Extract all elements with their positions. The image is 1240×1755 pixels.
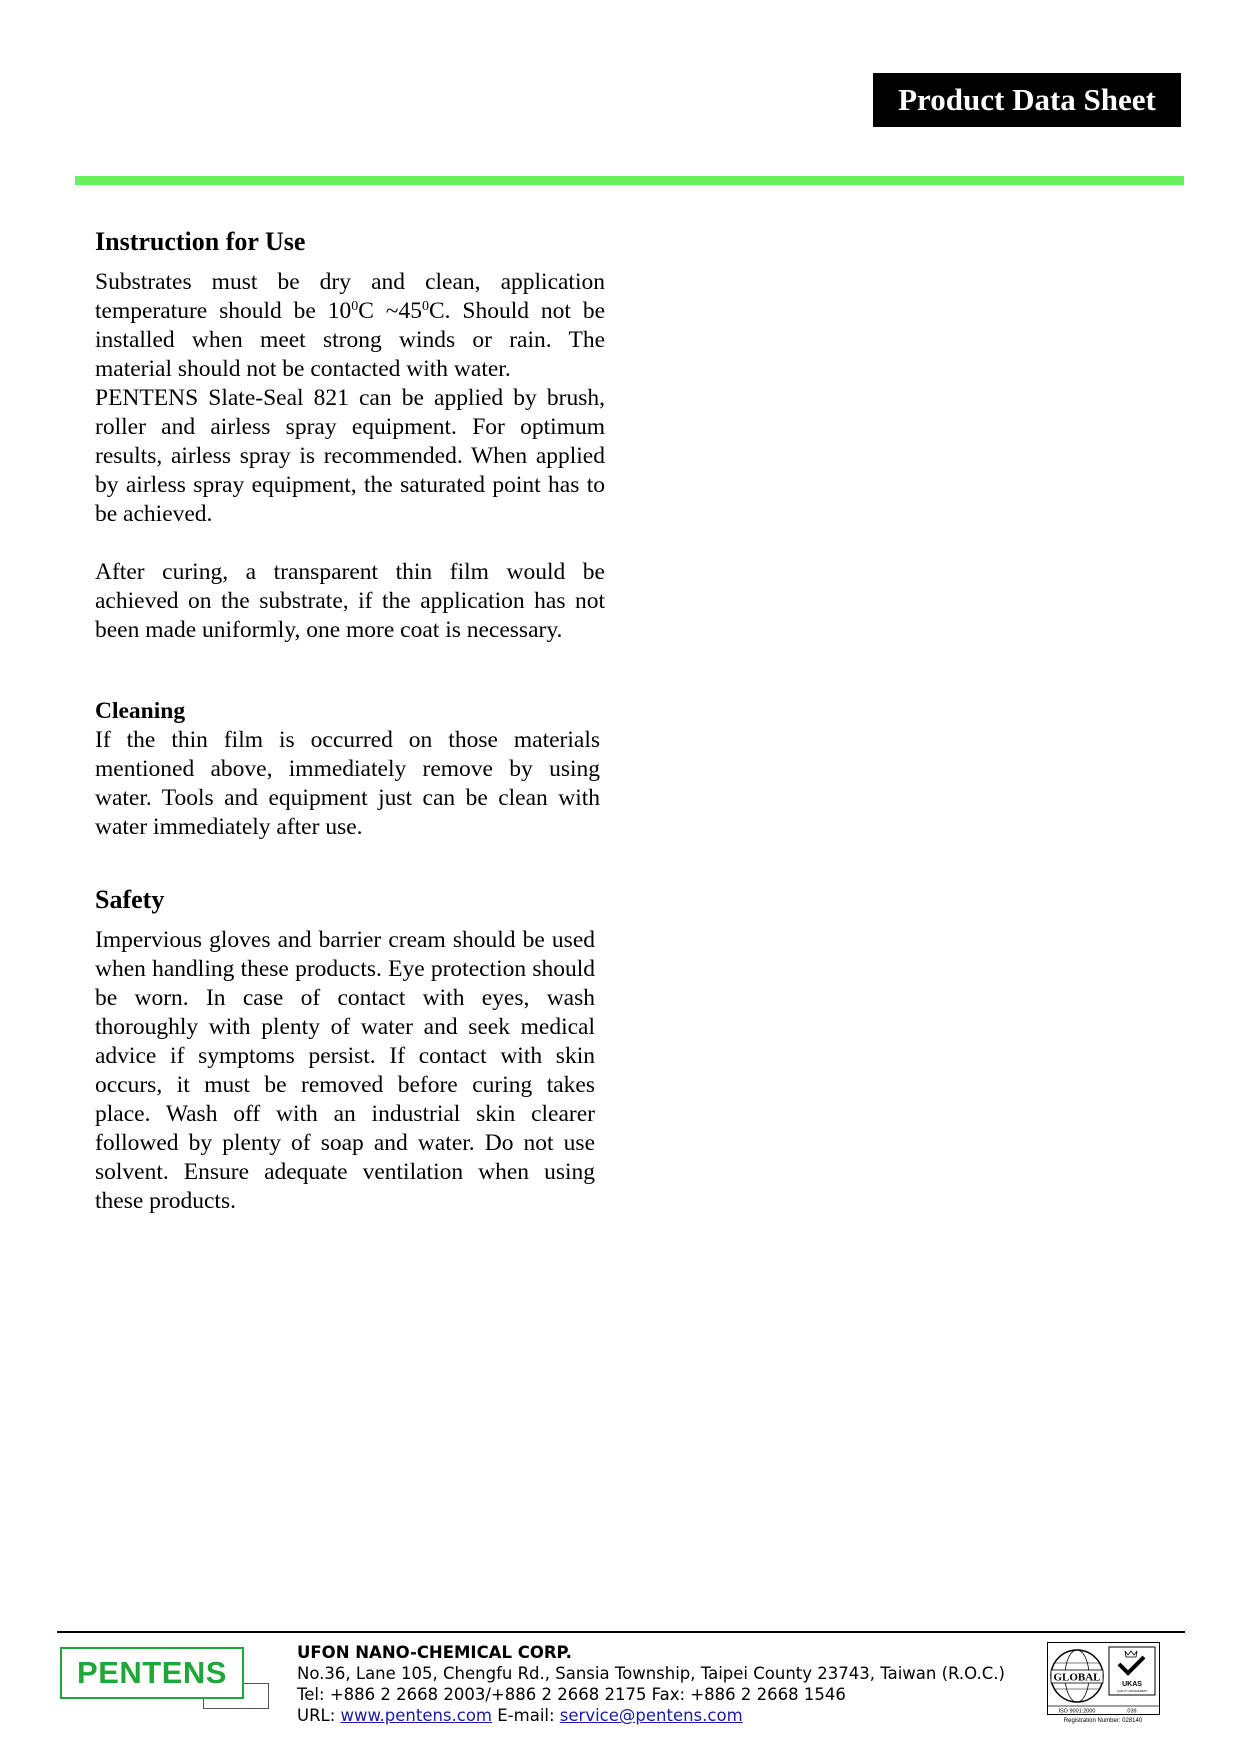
temp-superscript: 0: [422, 299, 429, 314]
cleaning-paragraph: If the thin film is occurred on those materials mentioned above, immediately remove by using water. Tools and equipment just can be clean with water immediately after use.: [95, 727, 600, 840]
pentens-logo: [60, 1647, 270, 1709]
instruction-paragraph-2: PENTENS Slate-Seal 821 can be applied by brush, roller and airless spray equipment. For optimum results, airless spray is recommended. When applied by airless spray equipment, the saturated point has to be achieved.: [95, 385, 605, 527]
cert-registration-text: Registration Number: 028140: [1063, 1718, 1143, 1724]
cert-ukas-text: UKAS: [1122, 1681, 1142, 1688]
page-title: Product Data Sheet: [873, 73, 1181, 127]
company-address: No.36, Lane 105, Chengfu Rd., Sansia Township, Taipei County 23743, Taiwan (R.O.C.): [297, 1664, 1005, 1683]
logo-text: PENTENS: [60, 1647, 244, 1699]
cert-code-text: 039: [1127, 1708, 1137, 1715]
cleaning-section: [95, 697, 600, 842]
footer-divider: [57, 1631, 1185, 1633]
company-name: UFON NANO-CHEMICAL CORP.: [297, 1643, 572, 1662]
temp-superscript: 0: [351, 299, 359, 314]
company-phone: Tel: +886 2 2668 2003/+886 2 2668 2175 Fax: +886 2 2668 1546: [297, 1685, 846, 1704]
company-info: [297, 1642, 1057, 1726]
safety-section: [95, 884, 595, 1216]
safety-heading: Safety: [95, 885, 165, 914]
cert-ukas-sub: QUALITY MANAGEMENT: [1116, 1690, 1148, 1693]
company-links: URL: www.pentens.com E-mail: service@pentens.com: [297, 1706, 743, 1725]
email-link[interactable]: service@pentens.com: [559, 1706, 743, 1725]
cert-iso-text: ISO 9001:2000: [1058, 1708, 1096, 1715]
cert-global-text: GLOBAL: [1053, 1671, 1101, 1684]
header-divider: [75, 176, 1184, 185]
instruction-paragraph-1: Substrates must be dry and clean, application temperature should be $10^0C$ $\sim 45^0C$. Should not be installed when meet strong winds or rain. The material should not be contacted with water.: [95, 269, 606, 382]
cleaning-heading: Cleaning: [95, 698, 186, 724]
instruction-paragraph-3: After curing, a transparent thin film would be achieved on the substrate, if the application has not been made uniformly, one more coat is necessary.: [95, 559, 605, 643]
iso-certification-badge: [1047, 1642, 1165, 1724]
website-link[interactable]: www.pentens.com: [340, 1706, 493, 1725]
safety-paragraph: Impervious gloves and barrier cream should be used when handling these products. Eye protection should be worn. In case of contact with eyes, wash thoroughly with plenty of water and seek medical advice if symptoms persist. If contact with skin occurs, it must be removed before curing takes place. Wash off with an industrial skin clearer followed by plenty of soap and water. Do not use solvent. Ensure adequate ventilation when using these products.: [95, 927, 595, 1214]
instruction-heading: Instruction for Use: [95, 227, 306, 256]
instruction-section: [95, 226, 605, 645]
